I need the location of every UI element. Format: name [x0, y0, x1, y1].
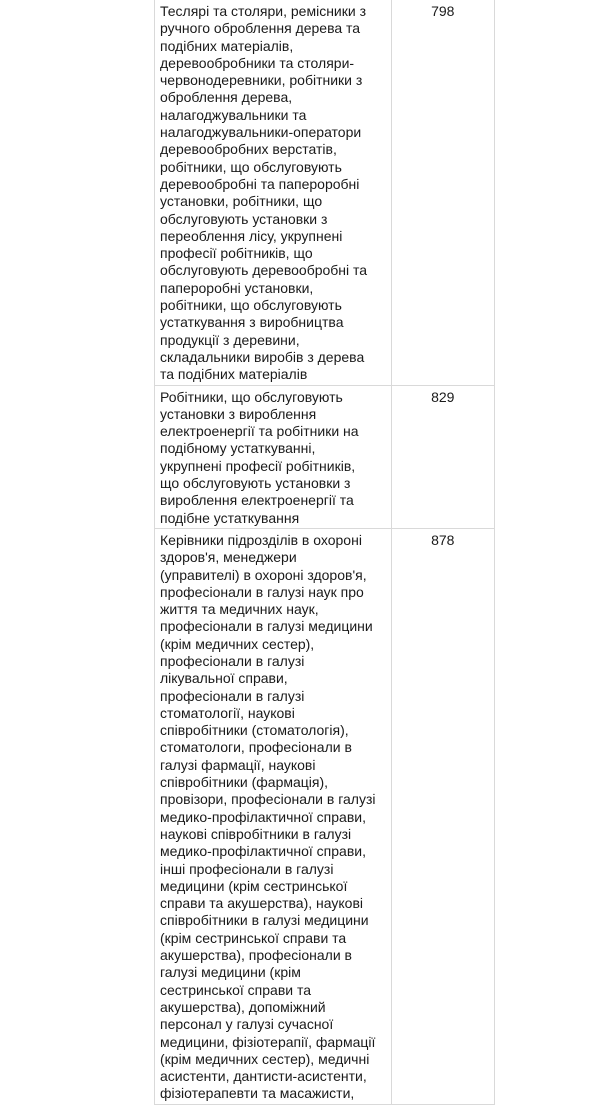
value-text: 829	[431, 388, 455, 405]
occupation-text: Керівники підрозділів в охороні здоров'я, менеджери (управителі) в охороні здоров'я, професіонали в галузі наук про життя та медичних наук, професіонали в галузі медицини (крім медичних сестер), професіонали в галузі лікувальної справи, професіонали в галузі стоматології, наукові співробітники (стоматологія), стоматологи, професіонали в галузі фармації, наукові співробітники (фармація), провізори, професіонали в галузі медико-профілактичної справи, наукові співробітники в галузі медико-профілактичної справи, інші професіонали в галузі медицини (крім сестринської справи та акушерства), наукові співробітники в галузі медицини (крім сестринської справи та акушерства), професіонали в галузі медицини (крім сестринської справи та акушерства), допоміжний персонал у галузі сучасної медицини, фізіотерапії, фармації (крім медичних сестер), медичні асистенти, дантисти-асистенти, фізіотерапевти та масажисти,	[160, 531, 376, 1102]
value-cell	[391, 0, 494, 385]
occupation-text: Робітники, що обслуговують установки з вироблення електроенергії та робітники на подібному устаткуванні, укрупнені професії робітників, що обслуговують установки з вироблення електроенергії та подібне устаткування	[160, 388, 359, 526]
table-row	[155, 0, 495, 385]
occupation-cell	[155, 0, 392, 385]
occupation-text: Теслярі та столяри, ремісники з ручного оброблення дерева та подібних матеріалів, деревообробники та столяри- червонодеревники, робітники з оброблення дерева, налагоджувальники та налагоджувальники-оператори деревообробних верстатів, робітники, що обслуговують деревообробні та папероробні установки, робітники, що обслуговують установки з переоблення лісу, укрупнені професії робітників, що обслуговують деревообробні та папероробні установки, робітники, що обслуговують устаткування з виробництва продукції з деревини, складальники виробів з дерева та подібних матеріалів	[160, 3, 368, 383]
occupation-cell	[155, 385, 392, 528]
occupation-cell	[155, 528, 392, 1104]
value-text: 878	[431, 531, 455, 548]
table-row	[155, 385, 495, 528]
value-text: 798	[431, 3, 455, 19]
occupation-wage-table	[154, 0, 495, 1105]
table-row	[155, 528, 495, 1104]
value-cell	[391, 385, 494, 528]
value-cell	[391, 528, 494, 1104]
